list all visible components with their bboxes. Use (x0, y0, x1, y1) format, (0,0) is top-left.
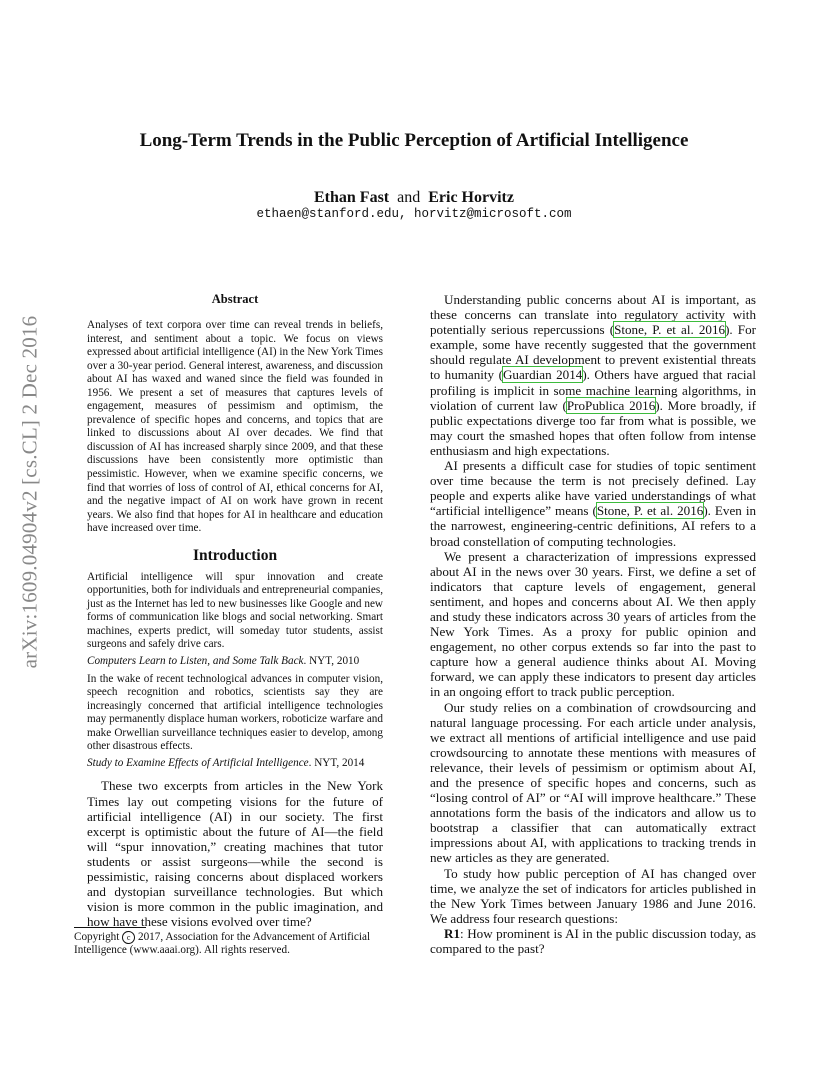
paper-title: Long-Term Trends in the Public Perception of Artificial Intelligence (139, 130, 689, 151)
citation-source: . NYT, 2014 (308, 756, 365, 769)
abstract-heading: Abstract (211, 292, 259, 306)
research-question (430, 926, 756, 956)
left-column (87, 292, 383, 929)
author-line (74, 189, 754, 207)
citation-title: Computers Learn to Listen, and Some Talk Back (87, 655, 304, 668)
citation-link[interactable]: ProPublica 2016 (566, 397, 656, 413)
author-conjunction: and (397, 189, 421, 206)
body-paragraph: To study how public perception of AI has changed over time, we analyze the set of indicators for articles published in the New York Times between January 1986 and June 2016. We address four research questions: (430, 865, 756, 926)
copyright-word: Copyright (74, 931, 120, 943)
introduction-heading: Introduction (192, 546, 278, 564)
citation-link[interactable]: Stone, P. et al. 2016 (596, 503, 704, 519)
paragraph-text: ). Even in the narrowest, engineering-centric definitions, AI refers to a broad constellation of computing technologies. (430, 503, 756, 549)
author-name: Eric Horvitz (428, 189, 514, 206)
research-question-text: : How prominent is AI in the public discussion today, as compared to the past? (430, 925, 756, 957)
paragraph-text: AI presents a difficult case for studies of topic sentiment over time because the term is not precisely defined. Lay people and experts alike have varied understandings of what “artificial intelligence” means ( (430, 458, 756, 519)
citation-link[interactable]: Stone, P. et al. 2016 (614, 322, 726, 338)
body-paragraph: These two excerpts from articles in the New York Times lay out competing visions for the future of artificial intelligence (AI) in our society. The first excerpt is optimistic about the future of AI—the field will “spur innovation,” creating machines that tutor students or assist surgeons—while the second is pessimistic, raising concerns about displaced workers and dystopian surveillance technologies. But which vision is more common in the public imagination, and how have these visions evolved over time? (87, 778, 383, 930)
footnote-rule (74, 927, 146, 928)
quote-citation (87, 757, 383, 771)
right-column (430, 292, 756, 956)
copyright-symbol: c (122, 931, 135, 944)
copyright-text: 2017, Association for the Advancement of Artificial Intelligence (www.aaai.org). All rights reserved. (74, 931, 371, 957)
author-emails: ethaen@stanford.edu, horvitz@microsoft.com (256, 207, 572, 221)
paragraph-text: Understanding public concerns about AI is important, as these concerns can translate into regulatory activity with potentially serious repercussions ( (430, 292, 756, 338)
paragraph-text: ). More broadly, if public expectations diverge too far from what is possible, we may court the smashed hopes that often follow from intense enthusiasm and high expectations. (430, 397, 756, 458)
body-paragraph: Our study relies on a combination of crowdsourcing and natural language processing. For each article under analysis, we extract all mentions of artificial intelligence and use paid crowdsourcing to annotate these mentions with measures of relevance, their levels of pessimism or optimism about AI, and the presence of specific hopes and concerns, such as “losing control of AI” or “AI will improve healthcare.” These annotations form the basis of the indicators and allow us to bootstrap a classifier that can automatically extract impressions about AI, with applications to tracking trends in new articles as they are generated. (430, 699, 756, 866)
paragraph-text: ). Others have argued that racial profiling is implicit in some machine learning algorithms, in violation of current law ( (430, 367, 756, 413)
copyright-footnote (74, 927, 394, 957)
citation-title: Study to Examine Effects of Artificial Intelligence (87, 756, 309, 769)
arxiv-identifier-text: arXiv:1609.04904v2 [cs.CL] 2 Dec 2016 (17, 315, 42, 669)
abstract-text: Analyses of text corpora over time can reveal trends in beliefs, interest, and sentiment about a topic. We focus on views expressed about artificial intelligence (AI) in the New York Times over a 30-year period. General interest, awareness, and discussion about AI has waxed and waned since the field was founded in 1956. We present a set of measures that captures levels of engagement, measures of pessimism and optimism, the prevalence of specific hopes and concerns, and topics that are linked to discussions about AI over decades. We find that discussion of AI has increased sharply since 2009, and that these discussions have been consistently more optimistic than pessimistic. However, when we examine specific concerns, we find that worries of loss of control of AI, ethical concerns for AI, and the negative impact of AI on work have grown in recent years. We also find that hopes for AI in healthcare and education have increased over time. (87, 319, 383, 535)
research-question-label: R1 (444, 925, 461, 941)
paragraph-text: ). For example, some have recently suggested that the government should regulate AI development to prevent existential threats to humanity ( (430, 322, 756, 383)
quote-excerpt: Artificial intelligence will spur innovation and create opportunities, both for individuals and entrepreneurial companies, just as the Internet has led to new businesses like Google and new forms of communication like blogs and social networking. Smart machines, experts predict, will someday tutor students, assist surgeons and safely drive cars. (87, 570, 383, 651)
citation-link[interactable]: Guardian 2014 (502, 367, 583, 383)
body-paragraph: We present a characterization of impressions expressed about AI in the news over 30 years. First, we define a set of indicators that capture levels of engagement, general sentiment, and hopes and concerns about AI. We then apply and study these indicators across 30 years of articles from the New York Times. As a proxy for public opinion and engagement, no other corpus extends so far into the past to capture how a general audience thinks about AI. Moving forward, we can apply these indicators to present day articles in an ongoing effort to track public perception. (430, 548, 756, 700)
body-paragraph (430, 292, 756, 458)
quote-excerpt: In the wake of recent technological advances in computer vision, speech recognition and robotics, scientists say they are increasingly concerned that artificial intelligence technologies may permanently displace human workers, roboticize warfare and make Orwellian surveillance techniques easier to develop, among other disastrous effects. (87, 672, 383, 753)
quote-citation (87, 655, 383, 669)
author-name: Ethan Fast (314, 189, 390, 206)
citation-source: . NYT, 2010 (303, 655, 360, 668)
body-paragraph (430, 458, 756, 549)
arxiv-identifier (10, 292, 50, 692)
